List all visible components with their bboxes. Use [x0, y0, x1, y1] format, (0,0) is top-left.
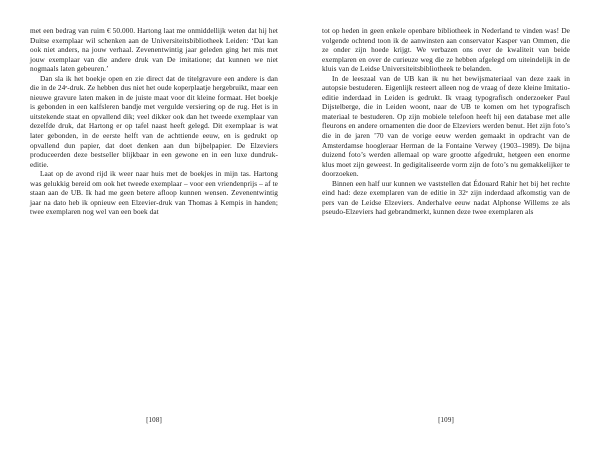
paragraph: Dan sla ik het boekje open en zie direct dat de titelgravure een andere is dan die in de 24ᵉ-druk. Ze hebben dus niet het oude koperplaatje hergebruikt, maar een nieuwe gravure laten maken in de juiste maat voor dit kleine formaat. Het boekje is gebonden in een kalfsleren bandje met vergulde versiering op de rug. Het is in uitstekende staat en opvallend dik; veel dikker ook dan het tweede exemplaar van dezelfde druk, dat Hartong er op tafel naast heeft gelegd. Dit exemplaar is wat later gebonden, in de eerste helft van de achttiende eeuw, en is gedrukt op opvallend dun papier, dat doet denken aan dun bijbelpapier. De Elzeviers produceerden deze bestseller blijkbaar in een gewone en in een luxe dundruk-editie. — [30, 73, 278, 169]
paragraph: tot op heden in geen enkele openbare bibliotheek in Nederland te vinden was! De volgende ochtend toon ik de aanwinsten aan conservator Kasper van Ommen, die ze onder zijn hoede krijgt. We verbazen ons over de kwaliteit van beide exemplaren en over de curieuze weg die ze hebben afgelegd om uiteindelijk in de kluis van de Leidse Universiteitsbibliotheek te belanden. — [322, 26, 570, 74]
paragraph: Laat op de avond rijd ik weer naar huis met de boekjes in mijn tas. Hartong was gelukkig bereid om ook het tweede exemplaar – voor een vriendenprijs – af te staan aan de UB. Ik had me geen betere afloop kunnen wensen. Zevenentwintig jaar na dato heb ik opnieuw een Elzevier-druk van Thomas à Kempis in handen; twee exemplaren nog wel van een boek dat — [30, 169, 278, 217]
right-page-text-column — [322, 26, 570, 416]
paragraph: In de leeszaal van de UB kan ik nu het bewijsmateriaal van deze zaak in autopsie bestuderen. Eigenlijk resteert alleen nog de vraag of deze kleine Imitatio-editie inderdaad in Leiden is gedrukt. Ik vraag typografisch onderzoeker Paul Dijstelberge, die in Leiden woont, naar de UB te komen om het typografisch materiaal te bestuderen. Op zijn mobiele telefoon heeft hij een database met alle fleurons en andere ornamenten die door de Elzeviers werden benut. Het zijn foto’s die in de jaren ’70 van de vorige eeuw werden gemaakt in opdracht van de Amsterdamse hoogleraar Herman de la Fontaine Verwey (1903–1989). De bijna duizend foto’s werden allemaal op ware grootte afgedrukt, hetgeen een enorme klus moet zijn geweest. In gedigitaliseerde vorm zijn de foto’s nu gemakkelijker te doorzoeken. — [322, 73, 570, 179]
right-page — [300, 26, 570, 450]
paragraph: met een bedrag van ruim € 50.000. Hartong laat me onmiddellijk weten dat hij het Duitse exemplaar wil schenken aan de Universiteitsbibliotheek Leiden: ‘Dat kan ook niet anders, na jouw verhaal. Zevenentwintig jaar geleden ging het mis met jouw exemplaar van die andere druk van De imitatione; dat kunnen we niet nogmaals laten gebeuren.’ — [30, 26, 278, 74]
paragraph: Binnen een half uur kunnen we vaststellen dat Édouard Rahir het bij het rechte eind had: deze exemplaren van de editie in 32ᵉ zijn inderdaad afkomstig van de pers van de Leidse Elzeviers. Anderhalve eeuw nadat Alphonse Willems ze als pseudo-Elzeviers had gebrandmerkt, kunnen deze twee exemplaren als — [322, 178, 570, 217]
page-number-left: [108] — [146, 416, 162, 424]
left-page-text-column — [30, 26, 278, 416]
page-number-right: [109] — [438, 416, 454, 424]
left-page — [30, 26, 300, 450]
